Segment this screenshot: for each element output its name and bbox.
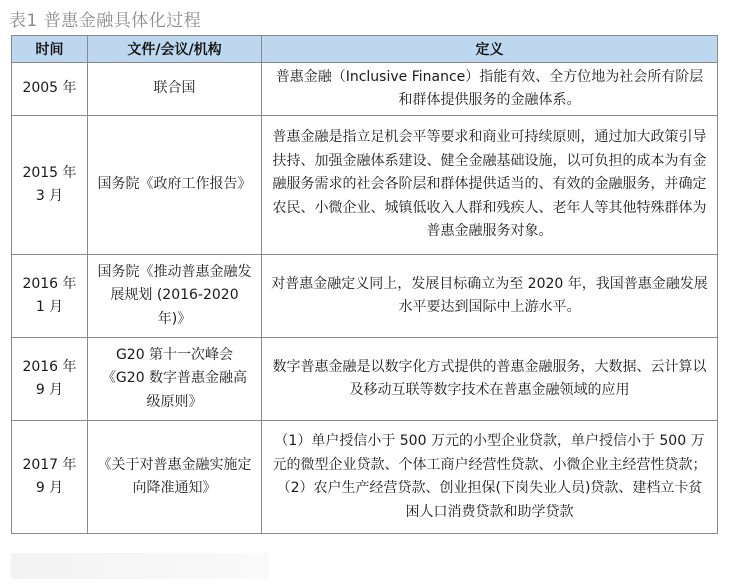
cell-document: 联合国 [88, 63, 262, 116]
footer-placeholder-bar [11, 553, 269, 579]
cell-year: 2015 年 3 月 [12, 116, 88, 255]
table-row [12, 255, 718, 338]
cell-document: 《关于对普惠金融实施定向降准通知》 [88, 421, 262, 534]
header-row [12, 36, 718, 63]
header-definition: 定义 [262, 36, 718, 63]
cell-document: 国务院《政府工作报告》 [88, 116, 262, 255]
cell-document: 国务院《推动普惠金融发展规划 (2016-2020 年)》 [88, 255, 262, 338]
cell-definition: （1）单户授信小于 500 万元的小型企业贷款，单户授信小于 500 万元的微型企业贷款、个体工商户经营性贷款、小微企业主经营性贷款；（2）农户生产经营贷款、创业担保(下岗失业人员)贷款、建档立卡贫困人口消费贷款和助学贷款 [262, 421, 718, 534]
header-document: 文件/会议/机构 [88, 36, 262, 63]
table-caption: 表1 普惠金融具体化过程 [9, 11, 202, 31]
header-time: 时间 [12, 36, 88, 63]
cell-year: 2005 年 [12, 63, 88, 116]
cell-definition: 普惠金融是指立足机会平等要求和商业可持续原则，通过加大政策引导扶持、加强金融体系建设、健全金融基础设施，以可负担的成本为有金融服务需求的社会各阶层和群体提供适当的、有效的金融服务，并确定农民、小微企业、城镇低收入人群和残疾人、老年人等其他特殊群体为普惠金融服务对象。 [262, 116, 718, 255]
cell-year: 2016 年 9 月 [12, 338, 88, 421]
table-row [12, 421, 718, 534]
cell-definition: 普惠金融（Inclusive Finance）指能有效、全方位地为社会所有阶层和群体提供服务的金融体系。 [262, 63, 718, 116]
cell-definition: 数字普惠金融是以数字化方式提供的普惠金融服务，大数据、云计算以及移动互联等数字技术在普惠金融领域的应用 [262, 338, 718, 421]
inclusive-finance-table [11, 35, 718, 534]
table-row [12, 63, 718, 116]
table-row [12, 116, 718, 255]
table-row [12, 338, 718, 421]
cell-year: 2016 年 1 月 [12, 255, 88, 338]
cell-definition: 对普惠金融定义同上，发展目标确立为至 2020 年，我国普惠金融发展水平要达到国际中上游水平。 [262, 255, 718, 338]
cell-year: 2017 年 9 月 [12, 421, 88, 534]
cell-document: G20 第十一次峰会《G20 数字普惠金融高级原则》 [88, 338, 262, 421]
